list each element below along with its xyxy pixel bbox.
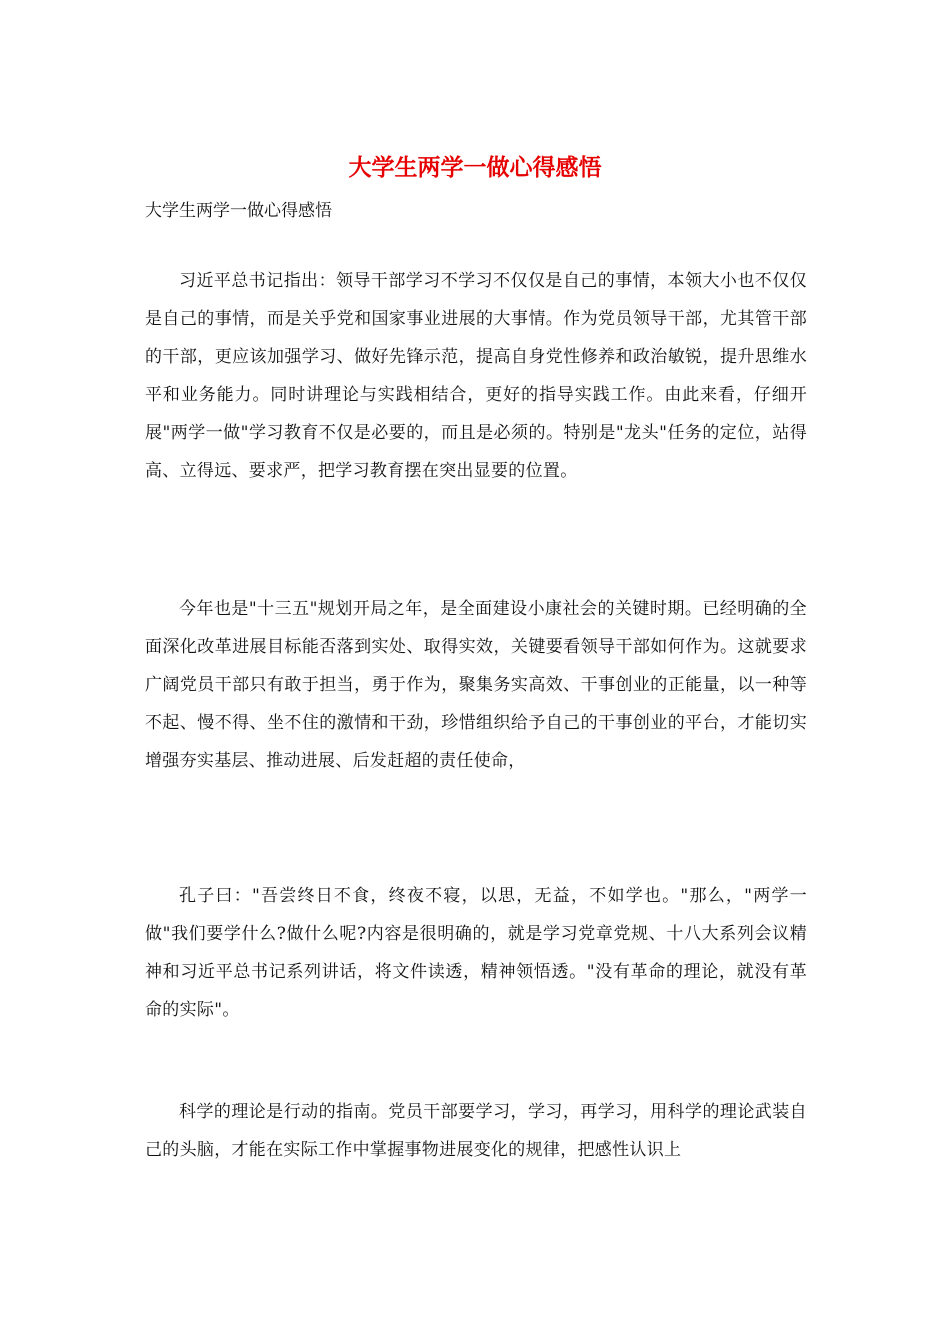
paragraph-1: 习近平总书记指出：领导干部学习不学习不仅仅是自己的事情，本领大小也不仅仅是自己的事情，而是关乎党和国家事业进展的大事情。作为党员领导干部，尤其管干部的干部，更应该加强学习、做好先锋示范，提高自身党性修养和政治敏锐，提升思维水平和业务能力。同时讲理论与实践相结合，更好的指导实践工作。由此来看，仔细开展"两学一做"学习教育不仅是必要的，而且是必须的。特别是"龙头"任务的定位，站得高、立得远、要求严，把学习教育摆在突出显要的位置。 — [145, 271, 807, 481]
document-title: 大学生两学一做心得感悟 — [348, 154, 602, 181]
paragraph-2: 今年也是"十三五"规划开局之年，是全面建设小康社会的关键时期。已经明确的全面深化改革进展目标能否落到实处、取得实效，关键要看领导干部如何作为。这就要求广阔党员干部只有敢于担当，勇于作为，聚集务实高效、干事创业的正能量，以一种等不起、慢不得、坐不住的激情和干劲，珍惜组织给予自己的干事创业的平台，才能切实增强夯实基层、推动进展、后发赶超的责任使命， — [145, 599, 807, 771]
document-subtitle: 大学生两学一做心得感悟 — [145, 201, 332, 221]
paragraph-3: 孔子曰："吾尝终日不食，终夜不寝，以思，无益，不如学也。"那么，"两学一做"我们要学什么?做什么呢?内容是很明确的，就是学习党章党规、十八大系列会议精神和习近平总书记系列讲话，将文件读透，精神领悟透。"没有革命的理论，就没有革命的实际"。 — [145, 886, 807, 1020]
paragraph-4: 科学的理论是行动的指南。党员干部要学习，学习，再学习，用科学的理论武装自己的头脑，才能在实际工作中掌握事物进展变化的规律，把感性认识上 — [145, 1102, 807, 1160]
